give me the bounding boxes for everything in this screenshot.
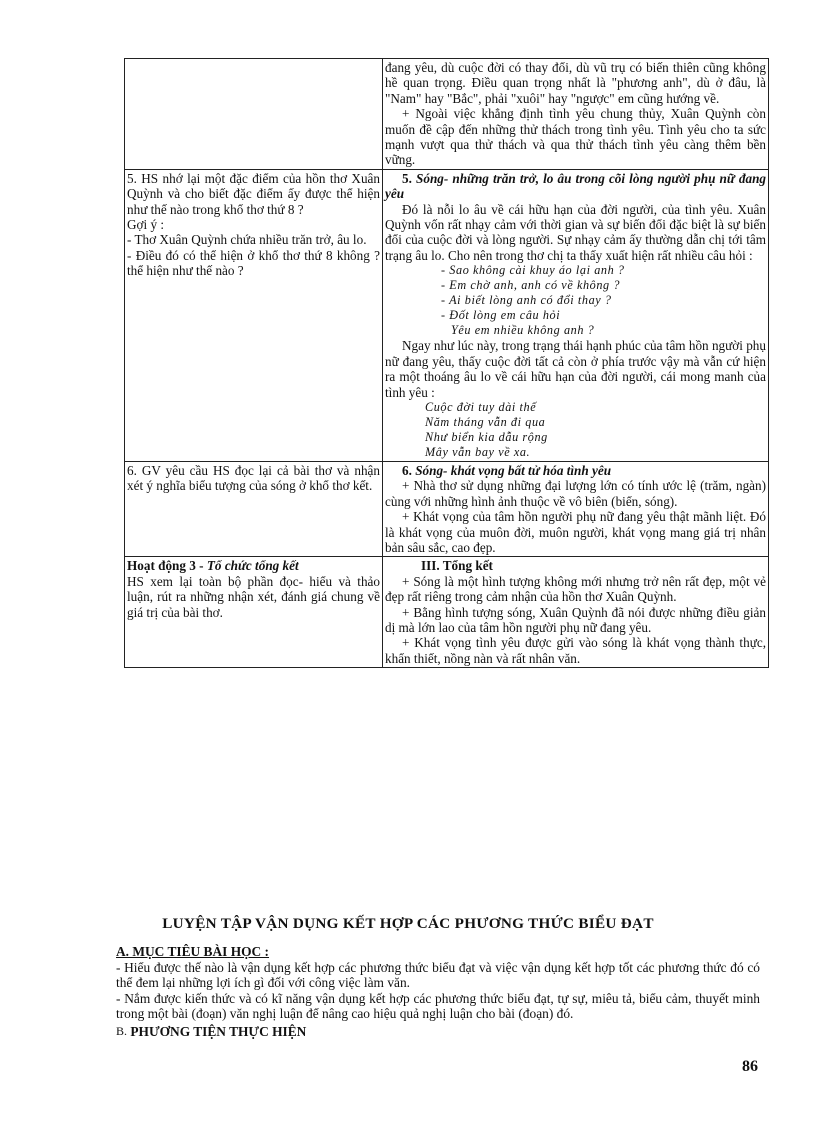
teacher-activity-cell — [125, 169, 383, 461]
poem-line: Như biển kia dẫu rộng — [425, 429, 548, 444]
section-heading: III. Tổng kết — [421, 558, 493, 574]
content-cell — [383, 557, 769, 668]
paragraph: + Sóng là một hình tượng không mới nhưng trở nên rất đẹp, một vẻ đẹp rất riêng trong cảm nhận của hồn thơ Xuân Quỳnh. — [385, 573, 766, 605]
lesson-title: LUYỆN TẬP VẬN DỤNG KẾT HỢP CÁC PHƯƠNG THỨC BIỂU ĐẠT — [162, 915, 654, 932]
poem-line: Cuộc đời tuy dài thế — [425, 399, 537, 414]
objectives-block — [116, 944, 760, 1040]
poem-line: - Sao không cài khuy áo lại anh ? — [441, 263, 625, 278]
paragraph: + Bằng hình tượng sóng, Xuân Quỳnh đã nói được những điều giản dị mà lớn lao của tâm hồn người phụ nữ đang yêu. — [385, 604, 766, 635]
section-heading: 6. Sóng- khát vọng bất tử hóa tình yêu — [402, 462, 612, 478]
teacher-activity-cell — [125, 557, 383, 668]
table-row — [125, 461, 769, 556]
poem-line: Mây vẫn bay về xa. — [425, 444, 531, 459]
table-row — [125, 169, 769, 461]
poem-line: Năm tháng vẫn đi qua — [425, 414, 546, 429]
content-cell — [383, 169, 769, 461]
objective-item: - Hiểu được thế nào là vận dụng kết hợp các phương thức biểu đạt và việc vận dụng kết hợp tốt các phương thức đó có thể đem lại những lợi ích gì đối với công việc làm văn. — [116, 959, 760, 991]
page-number: 86 — [742, 1058, 758, 1075]
content-cell — [383, 59, 769, 170]
poem-line: - Ai biết lòng anh có đổi thay ? — [441, 293, 612, 308]
subsection-heading: B. PHƯƠNG TIỆN THỰC HIỆN — [116, 1023, 307, 1039]
lesson-table — [124, 58, 769, 668]
hint-label: Gợi ý : — [127, 217, 165, 233]
teacher-activity-cell — [125, 59, 383, 170]
table-row — [125, 557, 769, 668]
activity-text: HS xem lại toàn bộ phần đọc- hiểu và thảo luận, rút ra những nhận xét, đánh giá chung về giá trị của bài thơ. — [127, 573, 380, 620]
paragraph: đang yêu, dù cuộc đời có thay đổi, dù vũ trụ có biến thiên cũng không hề quan trọng. Điều quan trọng nhất là "phương anh", dù ở đâu, là "Nam" hay "Bắc", phải "xuôi" hay "ngược" em cũng hướng về. — [385, 60, 766, 106]
paragraph: Đó là nỗi lo âu về cái hữu hạn của đời người, của tình yêu. Xuân Quỳnh vốn rất nhạy cảm với thời gian và sự biến đổi đặc biệt là sự biến đổi của cuộc đời và lòng người. Sự nhạy cảm ấy thường dẫn chị tới tâm trạng âu lo. Cho nên trong thơ chị ta thấy xuất hiện rất nhiều câu hỏi : — [385, 201, 766, 263]
paragraph: + Khát vọng tình yêu được gửi vào sóng là khát vọng thành thực, khẩn thiết, nồng nàn và rất nhân văn. — [385, 635, 766, 666]
paragraph: + Khát vọng của tâm hồn người phụ nữ đang yêu thật mãnh liệt. Đó là khát vọng của muôn đời, muôn người, khát vọng mang giá trị nhân bản sâu sắc, cao đẹp. — [385, 509, 766, 555]
teacher-activity-cell — [125, 461, 383, 556]
question: 6. GV yêu cầu HS đọc lại cả bài thơ và nhận xét ý nghĩa biểu tượng của sóng ở khổ thơ kết. — [127, 462, 380, 494]
paragraph: + Ngoài việc khẳng định tình yêu chung thủy, Xuân Quỳnh còn muốn đề cập đến những thử thách trong tình yêu. Tình yêu cho ta sức mạnh vượt qua thử thách và qua thử thách tình yêu càng thêm bền vững. — [385, 106, 766, 168]
paragraph: + Nhà thơ sử dụng những đại lượng lớn có tính ước lệ (trăm, ngàn) cùng với những hình ảnh thuộc về vô biên (biển, sóng). — [385, 478, 766, 509]
question: 5. HS nhớ lại một đặc điểm của hồn thơ Xuân Quỳnh và cho biết đặc điểm ấy được thể hiện như thế nào trong khổ thơ thứ 8 ? — [127, 170, 380, 217]
poem-line: - Đốt lòng em câu hỏi — [441, 308, 561, 323]
table-row — [125, 59, 769, 170]
activity-heading: Hoạt động 3 - Tổ chức tổng kết — [127, 558, 299, 574]
poem-line: Yêu em nhiều không anh ? — [451, 323, 595, 338]
poem-line: - Em chờ anh, anh có về không ? — [441, 278, 621, 293]
hint-item: - Điều đó có thể hiện ở khổ thơ thứ 8 không ? thể hiện như thế nào ? — [127, 247, 380, 279]
paragraph: Ngay như lúc này, trong trạng thái hạnh phúc của tâm hồn người phụ nữ đang yêu, thấy cuộc đời tất cả còn ở phía trước vậy mà vẫn cứ hiện ra một thoáng âu lo về cái hữu hạn của đời người, cái mong manh của tình yêu : — [385, 338, 766, 400]
subsection-heading: A. MỤC TIÊU BÀI HỌC : — [116, 944, 270, 959]
content-cell — [383, 461, 769, 556]
section-heading: 5. Sóng- những trăn trở, lo âu trong cõi lòng người phụ nữ đang yêu — [385, 170, 767, 202]
objective-item: - Nắm được kiến thức và có kĩ năng vận dụng kết hợp các phương thức biểu đạt, tự sự, miêu tả, biểu cảm, thuyết minh trong một bài (đoạn) văn nghị luận để nâng cao hiệu quả nghị luận cho bài (đoạn) đó. — [116, 990, 760, 1022]
hint-item: - Thơ Xuân Quỳnh chứa nhiều trăn trở, âu lo. — [127, 232, 367, 248]
